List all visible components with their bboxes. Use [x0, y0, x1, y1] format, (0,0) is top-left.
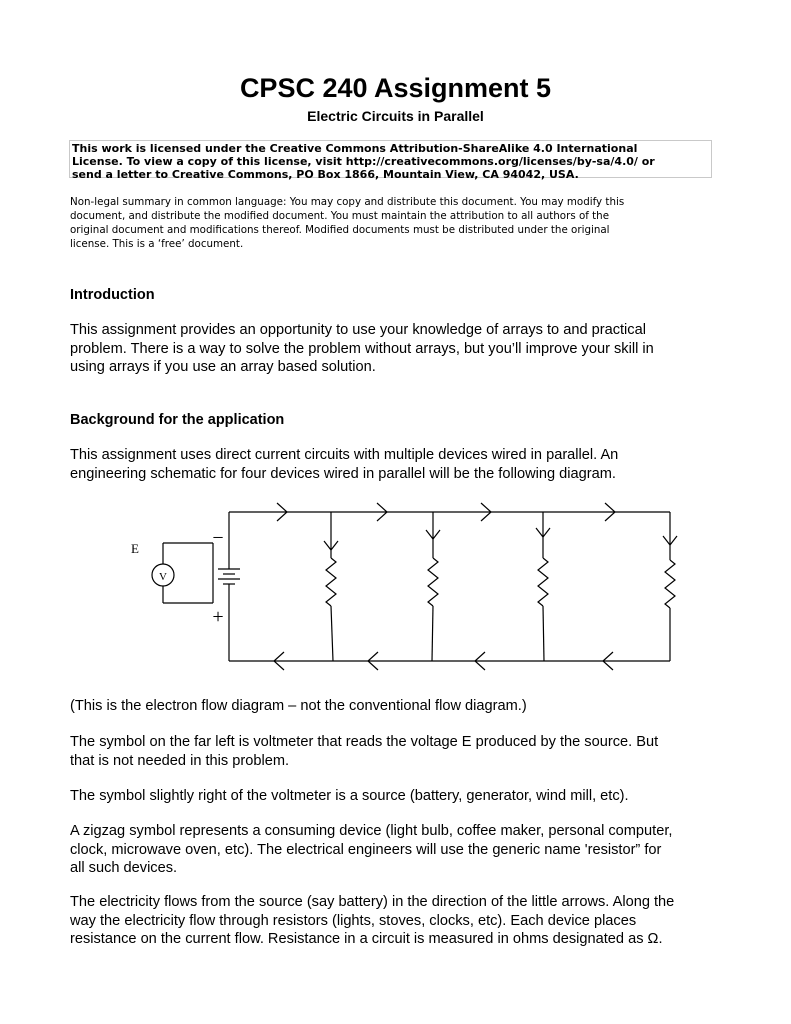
resistor-branch-4: [663, 512, 677, 661]
paragraph-line: clock, microwave oven, etc). The electrical engineers will use the generic name 'resistor” for: [70, 841, 662, 858]
source-voltage-label: E: [131, 541, 139, 556]
summary-line: document, and distribute the modified document. You must maintain the attribution to all authors of the: [70, 210, 610, 222]
document-title: CPSC 240 Assignment 5: [239, 73, 552, 103]
positive-terminal-sign: +: [212, 606, 224, 628]
license-notice-box: [69, 140, 712, 181]
paragraph-line: resistance on the current flow. Resistance in a circuit is measured in ohms designated as Ω.: [70, 931, 663, 947]
paragraph-line: engineering schematic for four devices wired in parallel will be the following diagram.: [70, 465, 616, 482]
resistor-branch-3: [536, 512, 550, 661]
parallel-circuit-schematic: [0, 490, 791, 680]
summary-line: Non-legal summary in common language: You may copy and distribute this document. You may modify this: [70, 196, 625, 208]
license-line: License. To view a copy of this license, visit http://creativecommons.org/licenses/by-sa/4.0/ or: [72, 155, 655, 168]
summary-line: license. This is a ‘free’ document.: [70, 238, 244, 250]
zigzag-paragraph: [70, 822, 730, 878]
background-paragraph: [70, 446, 730, 483]
summary-line: original document and modifications thereof. Modified documents must be distributed under the original: [70, 224, 610, 236]
paragraph-line: all such devices.: [70, 860, 178, 876]
background-heading: Background for the application: [70, 412, 285, 428]
source-paragraph: [70, 787, 730, 806]
document-subtitle: Electric Circuits in Parallel: [307, 108, 484, 124]
paragraph-line: using arrays if you use an array based solution.: [70, 359, 376, 375]
paragraph-line: A zigzag symbol represents a consuming device (light bulb, coffee maker, personal computer,: [70, 823, 673, 839]
electricity-flow-paragraph: [70, 893, 730, 949]
paragraph-line: that is not needed in this problem.: [70, 752, 290, 769]
paragraph-line: The symbol on the far left is voltmeter that reads the voltage E produced by the source. But: [70, 734, 659, 750]
battery-icon: [218, 552, 240, 591]
paragraph-line: way the electricity flow through resistors (lights, stoves, clocks, etc). Each device places: [70, 912, 637, 929]
voltmeter-paragraph: [70, 733, 730, 770]
license-line: This work is licensed under the Creative Commons Attribution-ShareAlike 4.0 International: [72, 142, 638, 155]
paragraph-line: The electricity flows from the source (say battery) in the direction of the little arrows. Along the: [70, 894, 675, 910]
license-line: send a letter to Creative Commons, PO Box 1866, Mountain View, CA 94042, USA.: [72, 168, 579, 181]
paragraph-line: (This is the electron flow diagram – not the conventional flow diagram.): [70, 698, 527, 714]
resistor-branch-2: [426, 512, 440, 661]
paragraph-line: This assignment uses direct current circuits with multiple devices wired in parallel. An: [70, 447, 619, 463]
introduction-paragraph: [70, 321, 730, 377]
resistor-branch-1: [324, 512, 338, 661]
paragraph-line: This assignment provides an opportunity to use your knowledge of arrays to and practical: [70, 322, 646, 338]
license-summary: [70, 195, 730, 251]
paragraph-line: The symbol slightly right of the voltmeter is a source (battery, generator, wind mill, etc).: [70, 788, 629, 804]
negative-terminal-sign: −: [212, 527, 224, 549]
flow-diagram-note: [70, 697, 730, 716]
introduction-heading: Introduction: [70, 287, 155, 303]
paragraph-line: problem. There is a way to solve the problem without arrays, but you’ll improve your skill in: [70, 340, 654, 357]
voltmeter-label: V: [159, 571, 167, 583]
